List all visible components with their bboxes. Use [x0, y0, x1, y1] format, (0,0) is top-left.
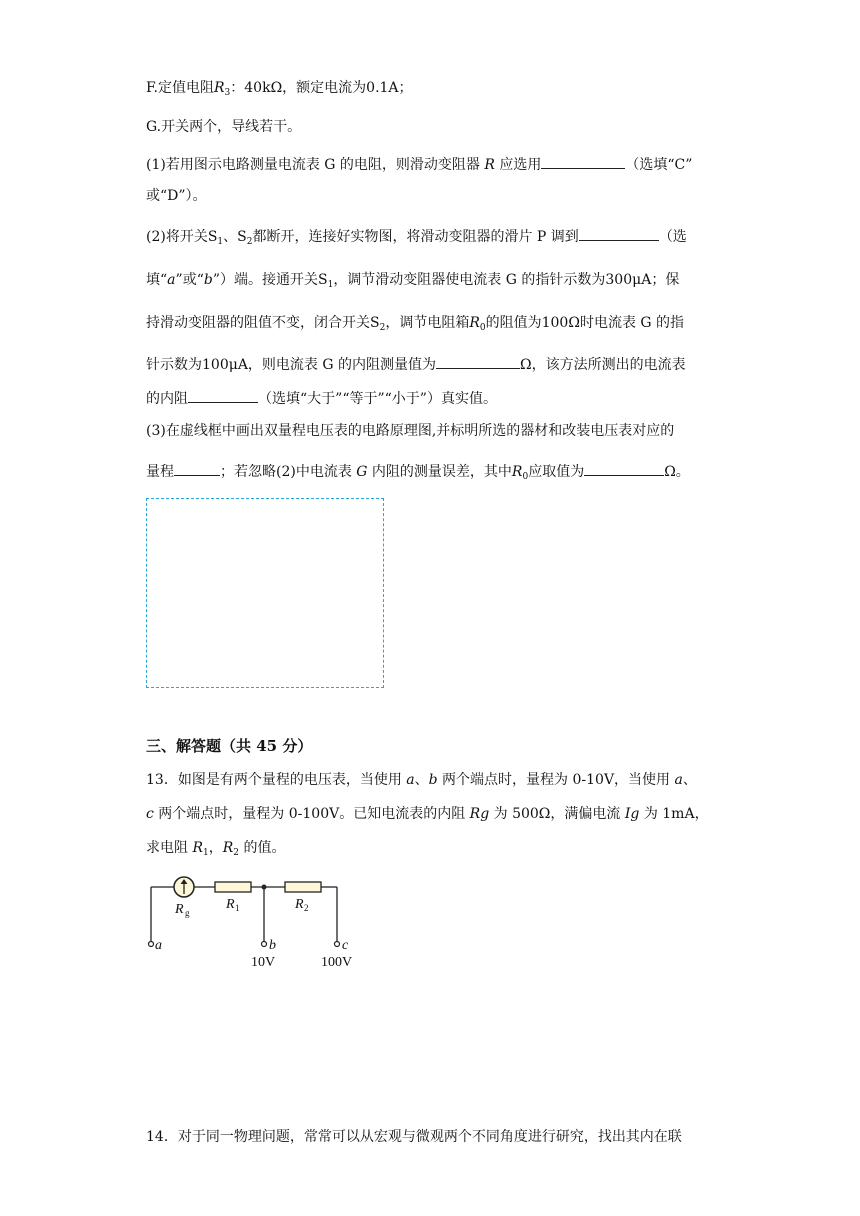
label-r1-sub: 1 [235, 903, 240, 913]
answer-blank-5[interactable] [174, 461, 220, 476]
label-r2-sub: 2 [304, 903, 309, 913]
answer-blank-3[interactable] [436, 354, 520, 369]
answer-blank-1[interactable] [541, 154, 625, 169]
question-1-line-1: (1)若用图示电路测量电流表 G 的电阻，则滑动变阻器 R 应选用 （选填“C” [146, 154, 692, 175]
question-1-line-2: 或“D”）。 [146, 188, 207, 204]
voltmeter-circuit-diagram [140, 872, 370, 972]
question-13-line-1: 13．如图是有两个量程的电压表，当使用 a、b 两个端点时，量程为 0-10V，当使用 a、 [146, 772, 697, 788]
question-2-line-3: 持滑动变阻器的阻值不变，闭合开关$S_2$，调节电阻箱$R_0$的阻值为100Ω时电流表 G 的指 [146, 315, 685, 333]
label-100v: 100V [321, 955, 353, 970]
label-a: a [155, 938, 162, 953]
terminal-c [335, 942, 340, 947]
answer-blank-4[interactable] [188, 388, 258, 403]
question-13-line-3: 求电阻 $R_1$，$R_2$ 的值。 [146, 840, 286, 858]
answer-blank-2[interactable] [579, 226, 659, 241]
galvanometer-icon [174, 877, 194, 897]
question-13-line-2: c 两个端点时，量程为 0-100V。已知电流表的内阻 Rg 为 500Ω，满偏电流 Ig 为 1mA， [146, 806, 709, 822]
label-c: c [342, 938, 349, 953]
question-3-line-1: (3)在虚线框中画出双量程电压表的电路原理图,并标明所选的器材和改装电压表对应的 [146, 423, 675, 439]
label-r1: R [226, 897, 235, 912]
label-rg-sub: g [185, 908, 190, 918]
label-10v: 10V [251, 955, 276, 970]
question-2-line-5: 的内阻 （选填“大于”“等于”“小于”）真实值。 [146, 388, 497, 409]
question-2-line-1: (2)将开关$S_1$、$S_2$都断开，连接好实物图，将滑动变阻器的滑片 P 调到 （选 [146, 226, 687, 252]
label-r2: R [295, 897, 304, 912]
terminal-a [149, 942, 154, 947]
option-f: F.定值电阻$R_3$：40kΩ，额定电流为0.1A； [146, 80, 413, 98]
resistor-r1 [215, 882, 251, 892]
drawing-answer-box[interactable] [146, 498, 384, 688]
question-14-line-1: 14．对于同一物理问题，常常可以从宏观与微观两个不同角度进行研究，找出其内在联 [146, 1129, 682, 1145]
option-g: G.开关两个，导线若干。 [146, 119, 302, 135]
resistor-r2 [285, 882, 321, 892]
section-heading: 三、解答题（共 45 分） [146, 737, 313, 755]
question-2-line-4: 针示数为100μA，则电流表 G 的内阻测量值为 Ω，该方法所测出的电流表 [146, 354, 686, 375]
answer-blank-6[interactable] [584, 461, 664, 476]
question-2-line-2: 填“a”或“b”）端。接通开关$S_1$，调节滑动变阻器使电流表 G 的指针示数为300μA；保 [146, 272, 680, 290]
label-b: b [269, 938, 276, 953]
terminal-b [262, 942, 267, 947]
question-3-line-2: 量程 ；若忽略(2)中电流表 G 内阻的测量误差，其中$R_0$应取值为 Ω。 [146, 461, 690, 487]
junction-dot [262, 885, 267, 890]
label-rg: R [175, 902, 184, 917]
